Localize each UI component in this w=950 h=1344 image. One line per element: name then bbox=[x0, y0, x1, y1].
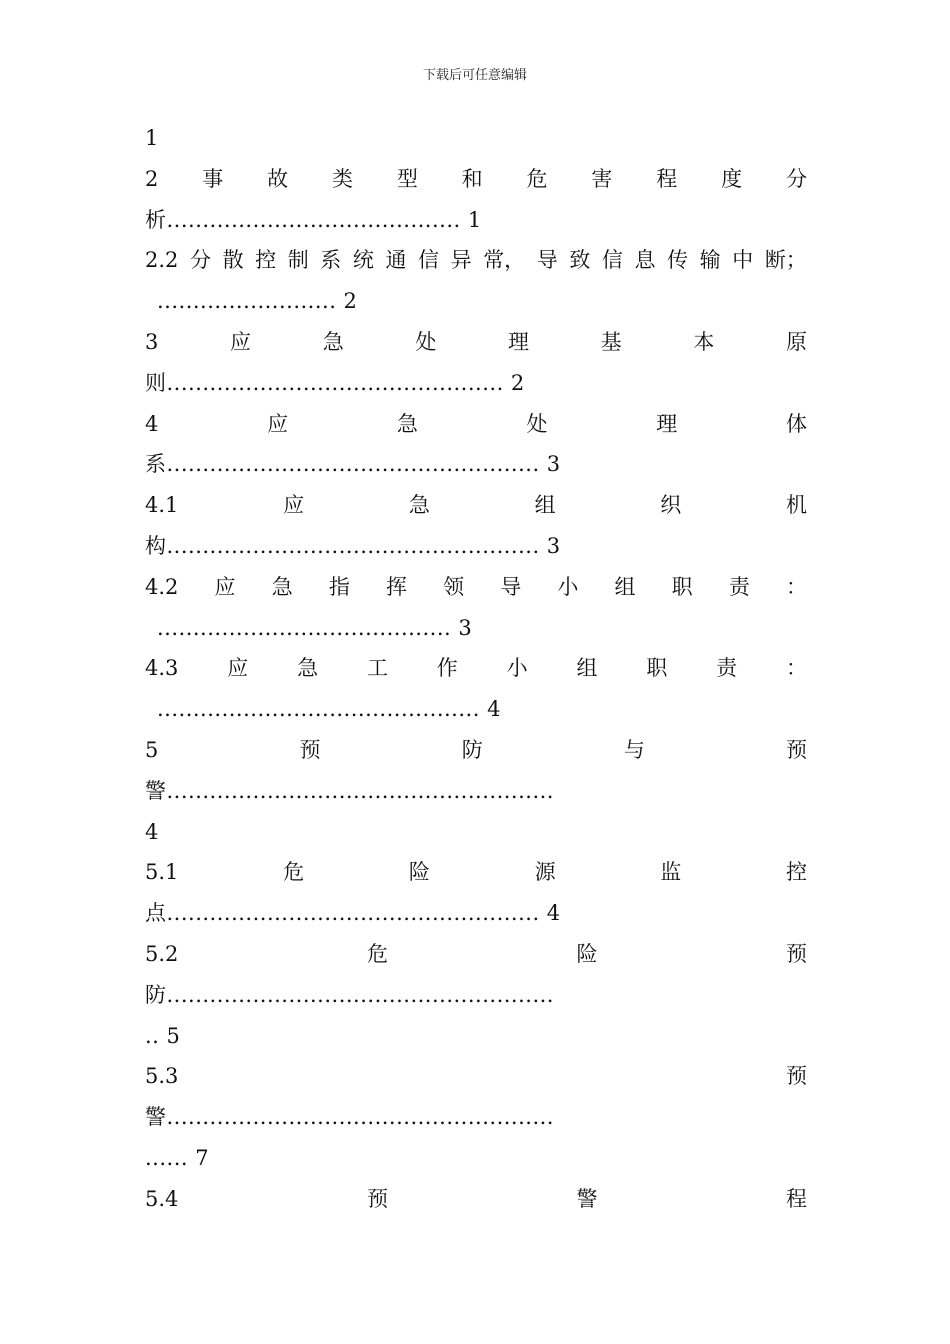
toc-line-text: ............................................. 4 bbox=[157, 697, 501, 722]
toc-title-char: 统 bbox=[352, 248, 374, 273]
toc-title-char: 组 bbox=[576, 656, 598, 681]
toc-title-char: 程 bbox=[656, 166, 678, 191]
toc-title-char: 危 bbox=[526, 166, 548, 191]
toc-title-char: 输 bbox=[699, 248, 721, 273]
toc-title-char: 传 bbox=[667, 248, 689, 273]
toc-title-char: 处 bbox=[415, 329, 437, 354]
toc-title-char: 险 bbox=[408, 860, 430, 885]
toc-title-char: 事 bbox=[202, 166, 224, 191]
toc-section-number: 4.3 bbox=[145, 656, 179, 681]
toc-title-char: 应 bbox=[214, 574, 236, 599]
toc-title-char: 信 bbox=[418, 248, 440, 273]
toc-line bbox=[145, 975, 807, 1016]
toc-section-number: 4 bbox=[145, 411, 159, 436]
toc-title-char: 导 bbox=[500, 574, 522, 599]
toc-line-text: 则............................................... 2 bbox=[145, 370, 525, 395]
toc-title-char: 故 bbox=[267, 166, 289, 191]
toc-line bbox=[145, 1179, 807, 1220]
toc-title-char: 断； bbox=[764, 248, 807, 273]
toc-line bbox=[145, 852, 807, 893]
toc-title-char: 工 bbox=[366, 656, 388, 681]
toc-title-char: 挥 bbox=[385, 574, 407, 599]
toc-line bbox=[145, 608, 807, 649]
toc-title-char: 源 bbox=[534, 860, 556, 885]
toc-title-char: 急 bbox=[271, 574, 293, 599]
toc-title-char: 应 bbox=[230, 329, 252, 354]
toc-title-char: 控 bbox=[786, 860, 807, 885]
toc-line bbox=[145, 1138, 807, 1179]
toc-line bbox=[145, 1016, 807, 1057]
toc-title-char: ： bbox=[786, 656, 807, 681]
toc-title-char: 体 bbox=[785, 411, 807, 436]
toc-line-text: 点.................................................... 4 bbox=[145, 901, 561, 926]
toc-title-char: 原 bbox=[785, 329, 807, 354]
toc-title-char: 程 bbox=[786, 1186, 807, 1211]
toc-section-number: 2 bbox=[145, 166, 159, 191]
toc-title-char: 处 bbox=[526, 411, 548, 436]
toc-title-char: 预 bbox=[786, 941, 807, 966]
toc-title-char: 指 bbox=[328, 574, 350, 599]
toc-section-number: 5.1 bbox=[145, 860, 179, 885]
toc-title-char: 致 bbox=[569, 248, 591, 273]
toc-title-char: 预 bbox=[786, 1064, 807, 1089]
toc-line bbox=[145, 526, 807, 567]
toc-line bbox=[145, 322, 807, 363]
toc-title-char: 度 bbox=[721, 166, 743, 191]
toc-title-char: 急 bbox=[297, 656, 319, 681]
toc-title-char: 导 bbox=[536, 248, 558, 273]
toc-section-number: 5.4 bbox=[145, 1186, 179, 1211]
toc-section-number: 5.3 bbox=[145, 1064, 179, 1089]
toc-title-char: 通 bbox=[385, 248, 407, 273]
toc-title-char: 型 bbox=[396, 166, 418, 191]
toc-line-text: 系.................................................... 3 bbox=[145, 452, 561, 477]
toc-title-char: 防 bbox=[461, 737, 483, 762]
toc-title-char: 常， bbox=[483, 248, 526, 273]
toc-title-char: 类 bbox=[331, 166, 353, 191]
toc-line bbox=[145, 812, 807, 853]
toc-title-char: 急 bbox=[396, 411, 418, 436]
toc-line-text: 防...................................................... bbox=[145, 982, 554, 1007]
toc-title-char: 分 bbox=[189, 248, 211, 273]
toc-title-char: 基 bbox=[600, 329, 622, 354]
toc-title-char: 危 bbox=[283, 860, 305, 885]
toc-line-text: 警...................................................... bbox=[145, 1105, 554, 1130]
toc-section-number: 2.2 bbox=[145, 248, 179, 273]
toc-line bbox=[145, 689, 807, 730]
toc-title-char: 本 bbox=[693, 329, 715, 354]
toc-title-char: 制 bbox=[287, 248, 309, 273]
toc-line bbox=[145, 118, 807, 159]
toc-title-char: 机 bbox=[786, 493, 807, 518]
toc-title-char: 危 bbox=[366, 941, 388, 966]
toc-line-text: 警...................................................... bbox=[145, 778, 554, 803]
toc-line bbox=[145, 200, 807, 241]
toc-line bbox=[145, 240, 807, 281]
toc-title-char: 异 bbox=[450, 248, 472, 273]
toc-section-number: 4.2 bbox=[145, 574, 179, 599]
toc-title-char: 组 bbox=[534, 493, 556, 518]
toc-line bbox=[145, 363, 807, 404]
toc-title-char: 职 bbox=[671, 574, 693, 599]
table-of-contents bbox=[145, 118, 807, 1220]
toc-title-char: 作 bbox=[436, 656, 458, 681]
toc-line-text: 析......................................... 1 bbox=[145, 207, 482, 232]
toc-line-text: 构.................................................... 3 bbox=[145, 533, 561, 558]
toc-title-char: 小 bbox=[557, 574, 579, 599]
toc-line bbox=[145, 404, 807, 445]
toc-title-char: 与 bbox=[623, 737, 645, 762]
toc-title-char: 领 bbox=[443, 574, 465, 599]
toc-title-char: 织 bbox=[660, 493, 682, 518]
toc-line bbox=[145, 567, 807, 608]
toc-line-text: ...... 7 bbox=[145, 1145, 210, 1170]
toc-section-number: 5 bbox=[145, 737, 159, 762]
toc-title-char: 理 bbox=[656, 411, 678, 436]
toc-title-char: 害 bbox=[591, 166, 613, 191]
toc-line bbox=[145, 1097, 807, 1138]
toc-section-number: 5.2 bbox=[145, 941, 179, 966]
toc-line bbox=[145, 444, 807, 485]
toc-line-text: ......................................... 3 bbox=[157, 615, 473, 640]
toc-line bbox=[145, 730, 807, 771]
toc-title-char: 分 bbox=[785, 166, 807, 191]
toc-line bbox=[145, 771, 807, 812]
toc-line-text: ......................... 2 bbox=[157, 289, 358, 314]
toc-title-char: 中 bbox=[732, 248, 754, 273]
toc-line bbox=[145, 648, 807, 689]
toc-title-char: 应 bbox=[227, 656, 249, 681]
toc-title-char: ： bbox=[785, 574, 807, 599]
toc-title-char: 责 bbox=[716, 656, 738, 681]
toc-title-char: 职 bbox=[646, 656, 668, 681]
toc-line bbox=[145, 1056, 807, 1097]
toc-line-text: 1 bbox=[145, 126, 159, 150]
toc-title-char: 理 bbox=[508, 329, 529, 354]
toc-line bbox=[145, 281, 807, 322]
toc-title-char: 急 bbox=[408, 493, 430, 518]
toc-title-char: 散 bbox=[222, 248, 244, 273]
toc-title-char: 小 bbox=[506, 656, 528, 681]
toc-line bbox=[145, 485, 807, 526]
toc-title-char: 息 bbox=[634, 248, 656, 273]
toc-title-char: 系 bbox=[320, 248, 342, 273]
page-header-note: 下载后可任意编辑 bbox=[422, 68, 527, 83]
toc-title-char: 责 bbox=[728, 574, 750, 599]
toc-title-char: 信 bbox=[601, 248, 623, 273]
toc-title-char: 预 bbox=[786, 737, 807, 762]
toc-title-char: 预 bbox=[366, 1186, 388, 1211]
toc-title-char: 监 bbox=[660, 860, 682, 885]
toc-title-char: 险 bbox=[576, 941, 598, 966]
toc-section-number: 3 bbox=[145, 329, 159, 354]
toc-title-char: 和 bbox=[461, 166, 483, 191]
toc-title-char: 预 bbox=[299, 737, 321, 762]
toc-line-text: .. 5 bbox=[145, 1023, 181, 1048]
toc-title-char: 组 bbox=[614, 574, 636, 599]
toc-line bbox=[145, 934, 807, 975]
toc-line bbox=[145, 159, 807, 200]
toc-section-number: 4.1 bbox=[145, 493, 179, 518]
toc-title-char: 急 bbox=[322, 329, 344, 354]
toc-line bbox=[145, 893, 807, 934]
toc-title-char: 警 bbox=[576, 1186, 598, 1211]
toc-title-char: 应 bbox=[267, 411, 289, 436]
toc-title-char: 控 bbox=[255, 248, 277, 273]
toc-line-text: 4 bbox=[145, 819, 159, 844]
toc-title-char: 应 bbox=[283, 493, 305, 518]
